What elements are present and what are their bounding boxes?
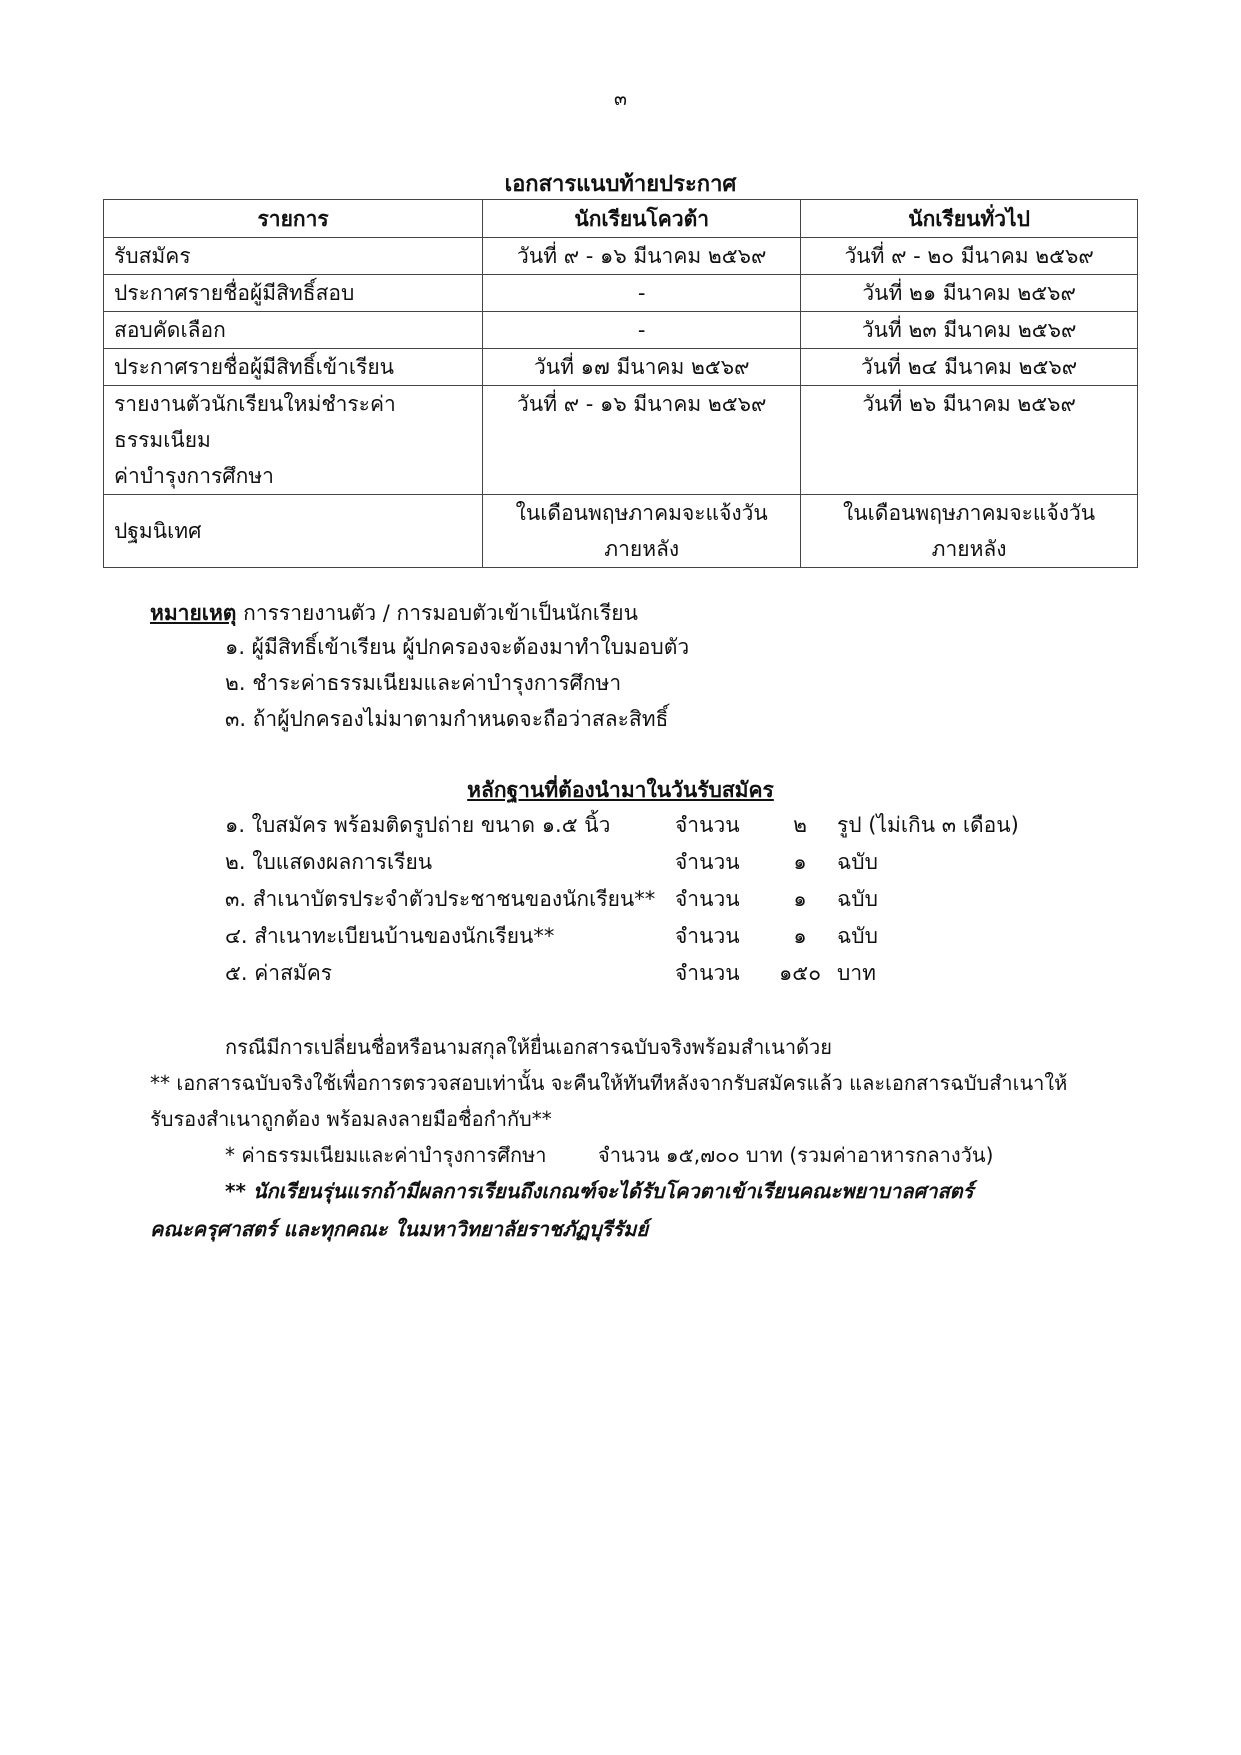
document-name: ๑. ใบสมัคร พร้อมติดรูปถ่าย ขนาด ๑.๕ นิ้ว: [225, 813, 611, 837]
cell-general: วันที่ ๒๖ มีนาคม ๒๕๖๙: [801, 386, 1138, 495]
document-qty: ๑: [793, 924, 807, 948]
cell-item: รับสมัคร: [104, 238, 483, 275]
document-name: ๒. ใบแสดงผลการเรียน: [225, 850, 433, 874]
document-unit: รูป (ไม่เกิน ๓ เดือน): [837, 813, 1019, 837]
document-qty: ๑๕๐: [778, 961, 822, 985]
document-item: [225, 919, 1045, 953]
quota-note-continued: คณะครุศาสตร์ และทุกคณะ ในมหาวิทยาลัยราชภัฏบุรีรัมย์: [150, 1217, 649, 1241]
cell-general: วันที่ ๙ - ๒๐ มีนาคม ๒๕๖๙: [801, 238, 1138, 275]
note-label: หมายเหตุ: [150, 601, 237, 625]
amount-label: จำนวน: [675, 924, 740, 948]
document-qty: ๑: [793, 887, 807, 911]
cell-item: สอบคัดเลือก: [104, 312, 483, 349]
page-number: ๓: [614, 88, 627, 110]
amount-label: จำนวน: [675, 850, 740, 874]
documents-title: หลักฐานที่ต้องนำมาในวันรับสมัคร: [467, 778, 774, 802]
cell-general: วันที่ ๒๔ มีนาคม ๒๕๖๙: [801, 349, 1138, 386]
amount-label: จำนวน: [675, 887, 740, 911]
header-quota: นักเรียนโควต้า: [483, 200, 801, 238]
cell-general-line: ภายหลัง: [931, 537, 1007, 561]
cell-item: [104, 386, 483, 495]
cell-quota: [483, 495, 801, 568]
fee-amount: จำนวน ๑๕,๗๐๐ บาท (รวมค่าอาหารกลางวัน): [598, 1143, 994, 1167]
document-name: ๓. สำเนาบัตรประจำตัวประชาชนของนักเรียน**: [225, 887, 656, 911]
table-title: เอกสารแนบท้ายประกาศ: [504, 172, 737, 197]
document-name: ๔. สำเนาทะเบียนบ้านของนักเรียน**: [225, 924, 555, 948]
document-item: [225, 808, 1045, 842]
original-docs-note: ** เอกสารฉบับจริงใช้เพื่อการตรวจสอบเท่านั้น จะคืนให้ทันทีหลังจากรับสมัครแล้ว และเอกสารฉบับสำเนาให้: [150, 1071, 1068, 1095]
table-row: [104, 238, 1138, 275]
cell-item: ปฐมนิเทศ: [104, 495, 483, 568]
document-item: [225, 882, 1045, 916]
table-row: [104, 386, 1138, 495]
cell-quota: -: [483, 275, 801, 312]
cell-item: ประกาศรายชื่อผู้มีสิทธิ์เข้าเรียน: [104, 349, 483, 386]
cell-quota-line: ภายหลัง: [604, 537, 680, 561]
certify-copy-note: รับรองสำเนาถูกต้อง พร้อมลงลายมือชื่อกำกับ**: [150, 1107, 552, 1131]
note-heading: [150, 594, 638, 632]
cell-general-line: ในเดือนพฤษภาคมจะแจ้งวัน: [843, 501, 1096, 525]
fee-label: * ค่าธรรมเนียมและค่าบำรุงการศึกษา: [225, 1143, 547, 1167]
table-row: [104, 495, 1138, 568]
cell-quota: วันที่ ๙ - ๑๖ มีนาคม ๒๕๖๙: [483, 386, 801, 495]
table-row: [104, 312, 1138, 349]
document-unit: ฉบับ: [837, 887, 878, 911]
document-name: ๕. ค่าสมัคร: [225, 961, 333, 985]
note-item: ๒. ชำระค่าธรรมเนียมและค่าบำรุงการศึกษา: [225, 671, 622, 695]
cell-item: ประกาศรายชื่อผู้มีสิทธิ์สอบ: [104, 275, 483, 312]
document-unit: บาท: [837, 961, 876, 985]
cell-general: [801, 495, 1138, 568]
note-text: การรายงานตัว / การมอบตัวเข้าเป็นนักเรียน: [236, 601, 638, 625]
name-change-note: กรณีมีการเปลี่ยนชื่อหรือนามสกุลให้ยื่นเอกสารฉบับจริงพร้อมสำเนาด้วย: [225, 1035, 832, 1059]
document-item: [225, 845, 1045, 879]
cell-general: วันที่ ๒๑ มีนาคม ๒๕๖๙: [801, 275, 1138, 312]
note-item: ๑. ผู้มีสิทธิ์เข้าเรียน ผู้ปกครองจะต้องมาทำใบมอบตัว: [225, 635, 690, 659]
note-item: ๓. ถ้าผู้ปกครองไม่มาตามกำหนดจะถือว่าสละสิทธิ์: [225, 707, 669, 731]
cell-item-line: รายงานตัวนักเรียนใหม่ชำระค่าธรรมเนียม: [114, 392, 396, 452]
amount-label: จำนวน: [675, 813, 740, 837]
header-general: นักเรียนทั่วไป: [801, 200, 1138, 238]
cell-quota: วันที่ ๙ - ๑๖ มีนาคม ๒๕๖๙: [483, 238, 801, 275]
header-item: รายการ: [104, 200, 483, 238]
document-qty: ๒: [793, 813, 807, 837]
cell-general: วันที่ ๒๓ มีนาคม ๒๕๖๙: [801, 312, 1138, 349]
schedule-table: [103, 199, 1138, 568]
document-qty: ๑: [793, 850, 807, 874]
table-header-row: [104, 200, 1138, 238]
cell-quota-line: ในเดือนพฤษภาคมจะแจ้งวัน: [515, 501, 768, 525]
cell-quota: -: [483, 312, 801, 349]
amount-label: จำนวน: [675, 961, 740, 985]
cell-item-line: ค่าบำรุงการศึกษา: [114, 464, 274, 488]
table-row: [104, 349, 1138, 386]
document-item: [225, 956, 1045, 990]
cell-quota: วันที่ ๑๗ มีนาคม ๒๕๖๙: [483, 349, 801, 386]
document-unit: ฉบับ: [837, 850, 878, 874]
quota-note: ** นักเรียนรุ่นแรกถ้ามีผลการเรียนถึงเกณฑ์จะได้รับโควตาเข้าเรียนคณะพยาบาลศาสตร์: [225, 1179, 974, 1203]
table-row: [104, 275, 1138, 312]
document-unit: ฉบับ: [837, 924, 878, 948]
